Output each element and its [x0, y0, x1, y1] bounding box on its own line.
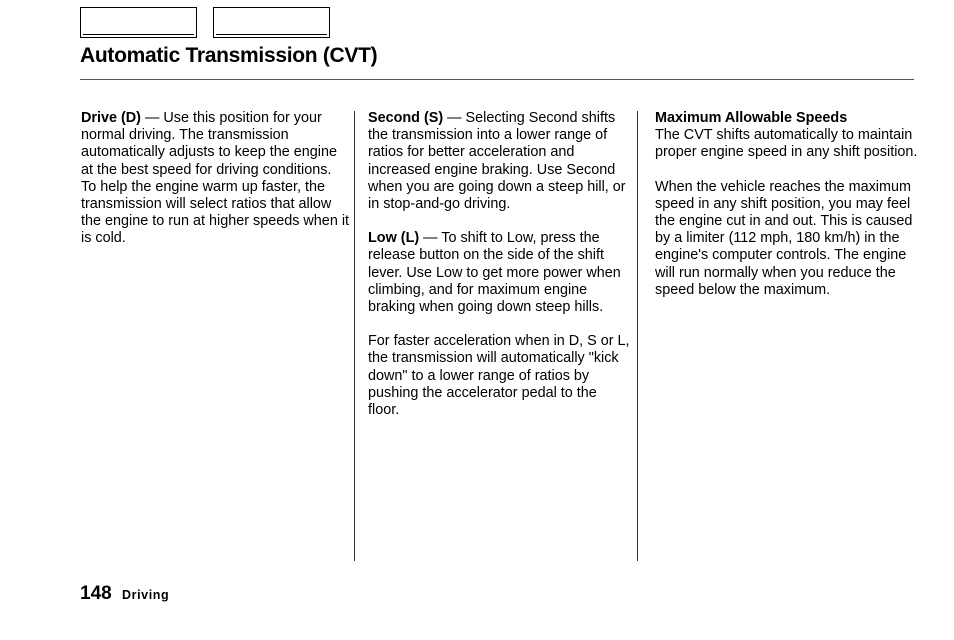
text-column-second-low: [368, 110, 630, 436]
paragraph-max-speeds: [655, 110, 925, 162]
paragraph-second: [368, 110, 630, 213]
max-speeds-intro: The CVT shifts automatically to maintain proper engine speed in any shift position.: [655, 127, 918, 161]
paragraph-drive: [81, 110, 349, 248]
column-divider: [637, 111, 638, 561]
second-description: — Selecting Second shifts the transmission into a lower range of ratios for better acceleration and increased engine braking. Use Second when you are going down a steep hill, or in stop-and-go driving.: [368, 110, 626, 213]
column-divider: [354, 111, 355, 561]
paragraph-kickdown: For faster acceleration when in D, S or L, the transmission will automatically "kick down" to a lower range of ratios by pushing the accelerator pedal to the floor.: [368, 333, 630, 419]
text-column-max-speeds: [655, 110, 925, 316]
heading-max-speeds: Maximum Allowable Speeds: [655, 110, 848, 126]
paragraph-limiter: When the vehicle reaches the maximum speed in any shift position, you may feel the engine cut in and out. This is caused by a limiter (112 mph, 180 km/h) in the engine's computer controls. The engine will run normally when you reduce the speed below the maximum.: [655, 178, 913, 298]
section-name: Driving: [122, 588, 170, 602]
text-column-drive: [81, 110, 349, 265]
header-tab-box-right: [213, 7, 330, 38]
term-low: Low (L): [368, 230, 420, 247]
paragraph-low: [368, 230, 630, 316]
page-title: Automatic Transmission (CVT): [80, 44, 378, 67]
drive-description: — Use this position for your normal driving. The transmission automatically adjusts to keep the engine at the best speed for driving conditions. To help the engine warm up faster, the transmission will select ratios that allow the engine to run at higher speeds when it is cold.: [81, 110, 350, 247]
page-number: 148: [80, 583, 112, 604]
term-drive: Drive (D): [81, 110, 141, 126]
title-divider: [80, 79, 914, 80]
term-second: Second (S): [368, 110, 444, 126]
low-description: — To shift to Low, press the release button on the side of the shift lever. Use Low to get more power when climbing, and for maximum engine braking when going down steep hills.: [368, 230, 621, 316]
header-tab-box-left: [80, 7, 197, 38]
